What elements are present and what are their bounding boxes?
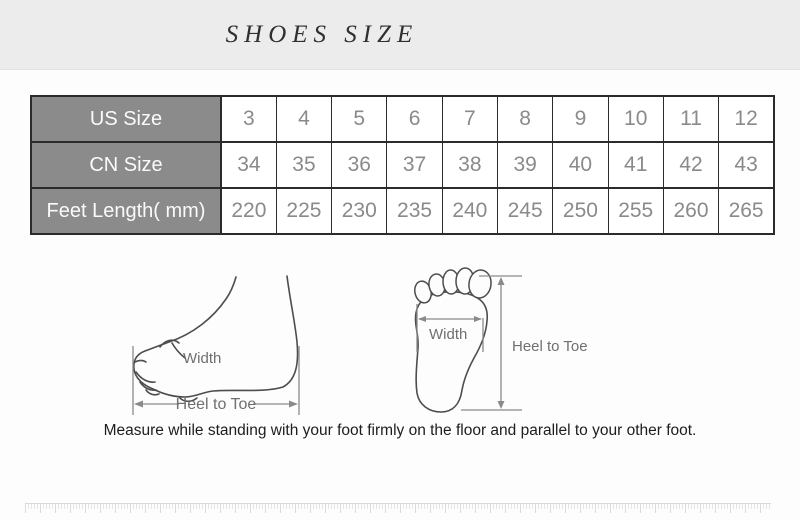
- arrowhead-icon: [289, 401, 298, 408]
- row-label: US Size: [31, 96, 221, 142]
- ruler-strip: [25, 503, 771, 514]
- size-value-cell: 255: [608, 188, 663, 234]
- size-value-cell: 265: [719, 188, 774, 234]
- size-value-cell: 42: [663, 142, 718, 188]
- size-value-cell: 41: [608, 142, 663, 188]
- size-value-cell: 36: [332, 142, 387, 188]
- size-value-cell: 40: [553, 142, 608, 188]
- bottom-length-label: Heel to Toe: [512, 338, 588, 355]
- size-value-cell: 230: [332, 188, 387, 234]
- page-title: SHOES SIZE: [225, 21, 419, 48]
- size-value-cell: 235: [387, 188, 442, 234]
- size-value-cell: 9: [553, 96, 608, 142]
- size-value-cell: 37: [387, 142, 442, 188]
- size-value-cell: 34: [221, 142, 276, 188]
- footprint-outline: [416, 292, 488, 412]
- arrowhead-icon: [498, 277, 505, 285]
- size-value-cell: 43: [719, 142, 774, 188]
- big-toe-nail-line: [135, 361, 146, 363]
- size-table-row: [31, 188, 774, 234]
- size-value-cell: 250: [553, 188, 608, 234]
- size-table-body: [31, 96, 774, 234]
- side-length-label: Heel to Toe: [175, 396, 257, 413]
- foot-side-outline: [134, 276, 298, 397]
- bottom-width-label: Width: [429, 326, 468, 343]
- size-value-cell: 260: [663, 188, 718, 234]
- arrowhead-icon: [498, 401, 505, 409]
- arrowhead-icon: [474, 316, 482, 322]
- arrowhead-icon: [418, 316, 426, 322]
- size-value-cell: 6: [387, 96, 442, 142]
- row-label: CN Size: [31, 142, 221, 188]
- size-table-row: [31, 96, 774, 142]
- size-value-cell: 240: [442, 188, 497, 234]
- size-value-cell: 225: [276, 188, 331, 234]
- size-value-cell: 3: [221, 96, 276, 142]
- foot-bottom-view-diagram: [385, 255, 625, 425]
- size-table: [30, 95, 775, 235]
- arrowhead-icon: [134, 401, 143, 408]
- size-table-row: [31, 142, 774, 188]
- header-band: [0, 0, 800, 70]
- measure-instruction: Measure while standing with your foot firmly on the floor and parallel to your other foot.: [103, 422, 697, 439]
- size-value-cell: 39: [497, 142, 552, 188]
- foot-side-view-diagram: [115, 250, 315, 420]
- side-width-label: Width: [183, 350, 222, 367]
- size-value-cell: 245: [497, 188, 552, 234]
- size-value-cell: 8: [497, 96, 552, 142]
- size-value-cell: 5: [332, 96, 387, 142]
- size-value-cell: 35: [276, 142, 331, 188]
- size-value-cell: 4: [276, 96, 331, 142]
- size-value-cell: 12: [719, 96, 774, 142]
- size-value-cell: 10: [608, 96, 663, 142]
- size-value-cell: 220: [221, 188, 276, 234]
- size-value-cell: 11: [663, 96, 718, 142]
- size-value-cell: 7: [442, 96, 497, 142]
- row-label: Feet Length( mm): [31, 188, 221, 234]
- size-value-cell: 38: [442, 142, 497, 188]
